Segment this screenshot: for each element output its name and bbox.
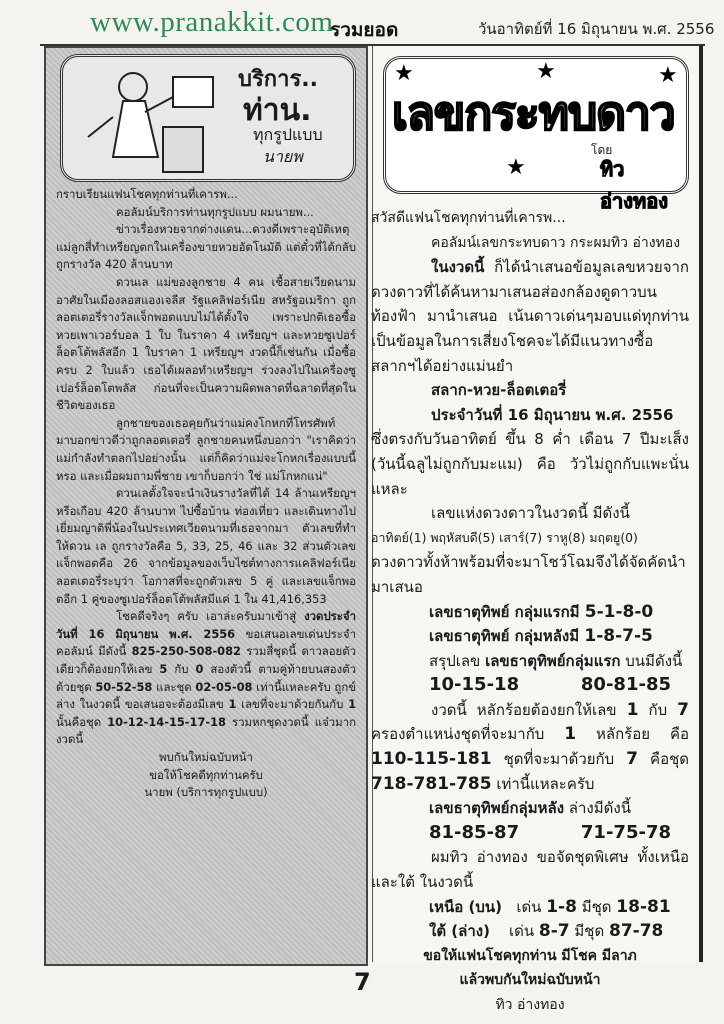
lower-line: เลขธาตุทิพย์กลุ่มหลัง ล่างมีดังนี้ (429, 799, 631, 818)
right-paragraph: ซึ่งตรงกับวันอาทิตย์ ขึ้น 8 ค่ำ เดือน 7 ปีมะเส็ง (วันนี้ฉลูไม่ถูกกับมะแม) คือ วัวไม่ถูกกับแพะนั่นแหละ (371, 430, 689, 498)
left-intro: คอลัมน์บริการท่านทุกรูปแบบ ผมนายพ... (116, 204, 314, 219)
right-heading-date: ประจำวันที่ 16 มิถุนายน พ.ศ. 2556 (431, 405, 674, 424)
left-paragraph: ลูกชายของเธอคุยกันว่าแม่คงโกหกที่โทรศัพท์มาบอกข่าวดีว่าถูกลอตเตอรี่ ลูกชายคนหนึ่งบอกว่า "เราคิดว่าแม่กำลังทำตลกไปอย่างนั้น แต่ก็คิดว่าแม่จะโกหกเรื่องแบบนี้หรอ และเมื่อผมถามพี่ชาย เขาก็บอกว่า ใช่ แม่โกหกแน่" (56, 415, 356, 483)
left-predictions: โชคดีจริงๆ ครับ เอาล่ะครับมาเข้าสู่ งวดประจำวันที่ 16 มิถุนายน พ.ศ. 2556 ขอเสนอเลขเด่นประจำคอลัมน์ มีดังนี้ 825-250-508-082 รวมสี่ชุดนี้ ดาวลอยตัวเดียวก็ต้องยกให้เลข 5 กับ 0 สองตัวนี้ ตามคู่ท้ายบนสองตัวด้วยชุด 50-52-58 และชุด 02-05-08 เท่านี้แหละครับ ถูกข์ล่าง ในงวดนี้ ขอเสนอจะต้องมีเลข 1 เลขที่จะมาด้วยกันกับ 1 นั้นคือชุด 10-12-14-15-17-18 รวมหกชุดงวดนี้ แจ๋วมากงวดนี้ (56, 609, 357, 747)
right-paragraph: ผมทิว อ่างทอง ขอจัดชุดพิเศษ ทั้งเหนือและใต้ ในงวดนี้ (371, 848, 689, 892)
right-column-logo (383, 56, 689, 213)
bottom-sets: 81-85-87 71-75-78 (429, 821, 671, 843)
left-signoff: นายพ (บริการทุกรูปแบบ) (144, 785, 268, 800)
logo-author: ทิว อ่างทอง (600, 157, 668, 213)
right-paragraph: งวดนี้ หลักร้อยต้องยกให้เลข 1 กับ 7 ครองตำแหน่งชุดที่จะมากับ 1 หลักร้อย คือ 110-115-181 ชุดที่จะมาด้วยกับ 7 คือชุด 718-781-785 เท่านี้แหละครับ (371, 699, 690, 794)
star-icon: ★ (506, 155, 526, 180)
right-column (371, 46, 703, 1013)
header-brand: รวมยอด (330, 19, 399, 41)
star-icon: ★ (658, 63, 678, 88)
north-set: เหนือ (บน) เด่น 1-8 มีชุด 18-81 (429, 896, 671, 917)
logo-title: เลขกระทบดาว (392, 86, 675, 140)
left-column-logo (60, 54, 356, 182)
group-first: เลขธาตุทิพย์ กลุ่มแรกมี 5-1-8-0 (429, 601, 654, 622)
right-paragraph: ดวงดาวทั้งห้าพร้อมที่จะมาโชว์โฉมจึงได้จัดคัดนำมาเสนอ (371, 553, 686, 596)
group-last: เลขธาตุทิพย์ กลุ่มหลังมี 1-8-7-5 (429, 626, 653, 647)
summary-line: สรุปเลข เลขธาตุทิพย์กลุ่มแรก บนมีดังนี้ (429, 651, 683, 670)
page-number: 7 (354, 968, 371, 996)
header-date: วันอาทิตย์ที่ 16 มิถุนายน พ.ศ. 2556 (478, 20, 715, 38)
left-article (56, 186, 356, 802)
star-icon: ★ (394, 61, 414, 86)
left-paragraph: ดวนเลตั้งใจจะนำเงินรางวัลที่ได้ 14 ล้านเหรียญฯ หรือเกือบ 420 ล้านบาท ไปซื้อบ้าน ท่องเที่ยว และเดินทางไปเยี่ยมญาติพี่น้องในประเทศเวียดนามที่เธอจากมา ตัวเลขที่ทำให้ดวน เล ถูกรางวัลคือ 5, 33, 25, 46 และ 32 ส่วนตัวเลขแจ็กพอตคือ 26 จากข้อมูลของเว็บไซต์ทางการแคลิฟอร์เนียลอตเตอรี่ระบุว่า โอกาสที่จะถูกตัวเลข 5 คู่ และเลขแจ็กพอตอีก 1 คู่ของซูเปอร์ล็อตโต้พลัสมีแค่ 1 ใน 41,416,353 (56, 486, 356, 606)
right-paragraph: เลขแห่งดวงดาวในงวดนี้ มีดังนี้ (431, 504, 630, 523)
left-greeting: กราบเรียนแฟนโชคทุกท่านที่เคารพ... (56, 187, 238, 201)
south-set: ใต้ (ล่าง) เด่น 8-7 มีชุด 87-78 (429, 921, 664, 942)
right-heading: สลาก-หวย-ล็อตเตอรี่ (431, 381, 567, 400)
logo-text-service: บริการ.. (238, 67, 318, 92)
star-icon: ★ (536, 59, 556, 84)
logo-by: โดย (591, 143, 613, 157)
logo-signature: นายพ (263, 147, 303, 166)
right-signoff: ทิว อ่างทอง (495, 997, 565, 1013)
left-paragraph: ข่าวเรื่องหวยจากต่างแดน...ดวงดีเพราะอุบัติเหตุ แม่ลูกสี่ทำเหรียญตกในเครื่องขายหวยอัตโนมัติ แต่ตั๋วที่ได้กลับถูกรางวัล 420 ล้านบาท (56, 222, 356, 272)
left-column (44, 46, 368, 966)
right-greeting: สวัสดีแฟนโชคทุกท่านที่เคารพ... (371, 210, 566, 226)
left-closing: ขอให้โชคดีทุกท่านครับ (149, 767, 263, 782)
right-closing: แล้วพบกันใหม่ฉบับหน้า (459, 972, 601, 989)
right-column-intro: คอลัมน์เลขกระทบดาว กระผมทิว อ่างทอง (431, 234, 681, 251)
cartoon-man-illustration (63, 57, 233, 179)
header-url[interactable]: www.pranakkit.com (90, 6, 334, 38)
right-paragraph: ในงวดนี้ ก็ได้นำเสนอข้อมูลเลขหวยจากดวงดาวที่ได้ค้นหามาเสนอส่องกล้องดูดาวบนท้องฟ้า มานำเสนอ เน้นดาวเด่นๆมอบแด่ทุกท่านเป็นข้อมูลในการเสี่ยงโชคจะได้มีแนวทางซื้อสลากฯได้อย่างแม่นยำ (371, 258, 689, 375)
right-article (371, 206, 689, 1018)
right-closing: ขอให้แฟนโชคทุกท่าน มีโชค มีลาภ (423, 947, 637, 964)
left-paragraph: ดวนเล แม่ของลูกชาย 4 คน เชื้อสายเวียดนาม อาศัยในเมืองลอสแองเจลีส รัฐแคลิฟอร์เนีย สหรัฐอเมริกา ถูกลอตเตอรี่รางวัลแจ็กพอตแบบไม่ได้ตั้งใจ เพราะปกติเธอซื้อหวยเพาเวอร์บอล 1 ใบ ในราคา 4 เหรียญฯ และหวยซูเปอร์ล็อตโต้พลัสอีก 1 ใบราคา 1 เหรียญฯ งวดนี้ก็เช่นกัน เมื่อซื้อครบ 2 ใบแล้ว เธอได้เผลอทำเหรียญฯ ร่วงลงไปในเครื่องซูเปอร์ล็อตโตพลัส ก่อนที่จะเป็นความผิดพลาดที่ฉลาดที่สุดในชีวิตของเธอ (56, 274, 356, 413)
top-sets: 10-15-18 80-81-85 (429, 674, 671, 696)
left-closing: พบกันใหม่ฉบับหน้า (159, 750, 253, 764)
logo-text-all-forms: ทุกรูปแบบ (253, 125, 323, 144)
planet-numbers: อาทิตย์(1) พฤหัสบดี(5) เสาร์(7) ราหู(8) มฤตยู(0) (371, 529, 638, 545)
logo-text-you: ท่าน. (243, 93, 312, 128)
